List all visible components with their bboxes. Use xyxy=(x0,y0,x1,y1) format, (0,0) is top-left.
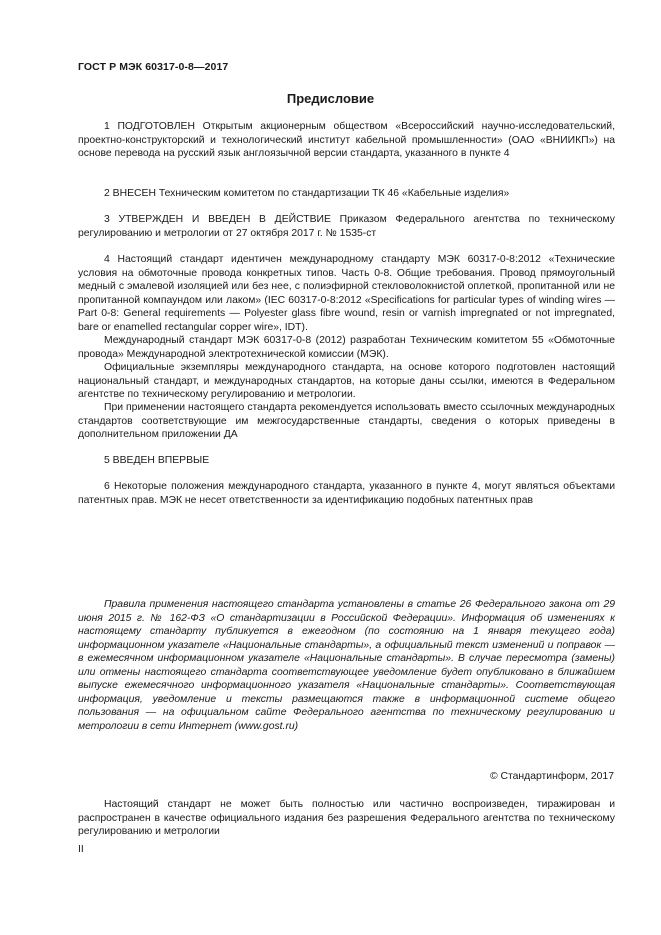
paragraph-approved: 3 УТВЕРЖДЕН И ВВЕДЕН В ДЕЙСТВИЕ Приказом Федерального агентства по техническому регулированию и метрологии от 27 октября 2017 г. № 1535-ст xyxy=(78,214,615,239)
page-title: Предисловие xyxy=(286,91,375,106)
paragraph-application: При применении настоящего стандарта рекомендуется использовать вместо ссылочных международных стандартов соответствующие им межгосударственные стандарты, сведения о которых приведены в дополнительном приложении ДА xyxy=(78,402,615,440)
paragraph-introduced-first: 5 ВВЕДЕН ВПЕРВЫЕ xyxy=(104,455,210,466)
standard-code-header: ГОСТ Р МЭК 60317-0-8—2017 xyxy=(78,61,229,73)
reproduction-restriction: Настоящий стандарт не может быть полностью или частично воспроизведен, тиражирован и распространен в качестве официального издания без разрешения Федерального агентства по техническому регулированию и метрологии xyxy=(78,799,615,837)
paragraph-prepared: 1 ПОДГОТОВЛЕН Открытым акционерным обществом «Всероссийский научно-исследовательский, проектно-конструкторский и технологический институт кабельной промышленности» (ОАО «ВНИИКП») на основе перевода на русский язык англоязычной версии стандарта, указанного в пункте 4 xyxy=(78,121,615,159)
page-number: II xyxy=(78,844,84,855)
paragraph-patents: 6 Некоторые положения международного стандарта, указанного в пункте 4, могут являться объектами патентных прав. МЭК не несет ответственности за идентификацию подобных патентных прав xyxy=(78,481,615,506)
application-rules-notice: Правила применения настоящего стандарта установлены в статье 26 Федерального закона от 29 июня 2015 г. № 162-ФЗ «О стандартизации в Российской Федерации». Информация об изменениях к настоящему стандарту публикуется в ежегодном (по состоянию на 1 января текущего года) информационном указателе «Национальные стандарты», а официальный текст изменений и поправок — в ежемесячном информационном указателе «Национальные стандарты». В случае пересмотра (замены) или отмены настоящего стандарта соответствующее уведомление будет опубликовано в ближайшем выпуске ежемесячного информационного указателя «Национальные стандарты». Соответствующая информация, уведомление и тексты размещаются также в информационной системе общего пользования — на официальном сайте Федерального агентства по техническому регулированию и метрологии в сети Интернет (www.gost.ru) xyxy=(78,599,615,732)
paragraph-official-copies: Официальные экземпляры международного стандарта, на основе которого подготовлен настоящий национальный стандарт, и международных стандартов, на которые даны ссылки, имеются в Федеральном агентстве по техническому регулированию и метрологии. xyxy=(78,362,615,400)
paragraph-introduced: 2 ВНЕСЕН Техническим комитетом по стандартизации ТК 46 «Кабельные изделия» xyxy=(104,188,510,199)
paragraph-developed-by: Международный стандарт МЭК 60317-0-8 (2012) разработан Техническим комитетом 55 «Обмоточные провода» Международной электротехнической комиссии (МЭК). xyxy=(78,335,615,360)
paragraph-identical: 4 Настоящий стандарт идентичен международному стандарту МЭК 60317-0-8:2012 «Технические условия на обмоточные провода конкретных типов. Часть 0-8. Общие требования. Провод прямоугольный медный с эмалевой изоляцией или без нее, с полиэфирной стекловолокнистой оплеткой, пропитанной или не пропитанной компаундом или лаком» (IEC 60317-0-8:2012 «Specifications for particular types of winding wires — Part 0-8: General requirements — Polyester glass fibre wound, resin or varnish impregnated or not impregnated, bare or enamelled rectangular copper wire», IDT). xyxy=(78,254,615,333)
copyright: © Стандартинформ, 2017 xyxy=(489,771,614,782)
